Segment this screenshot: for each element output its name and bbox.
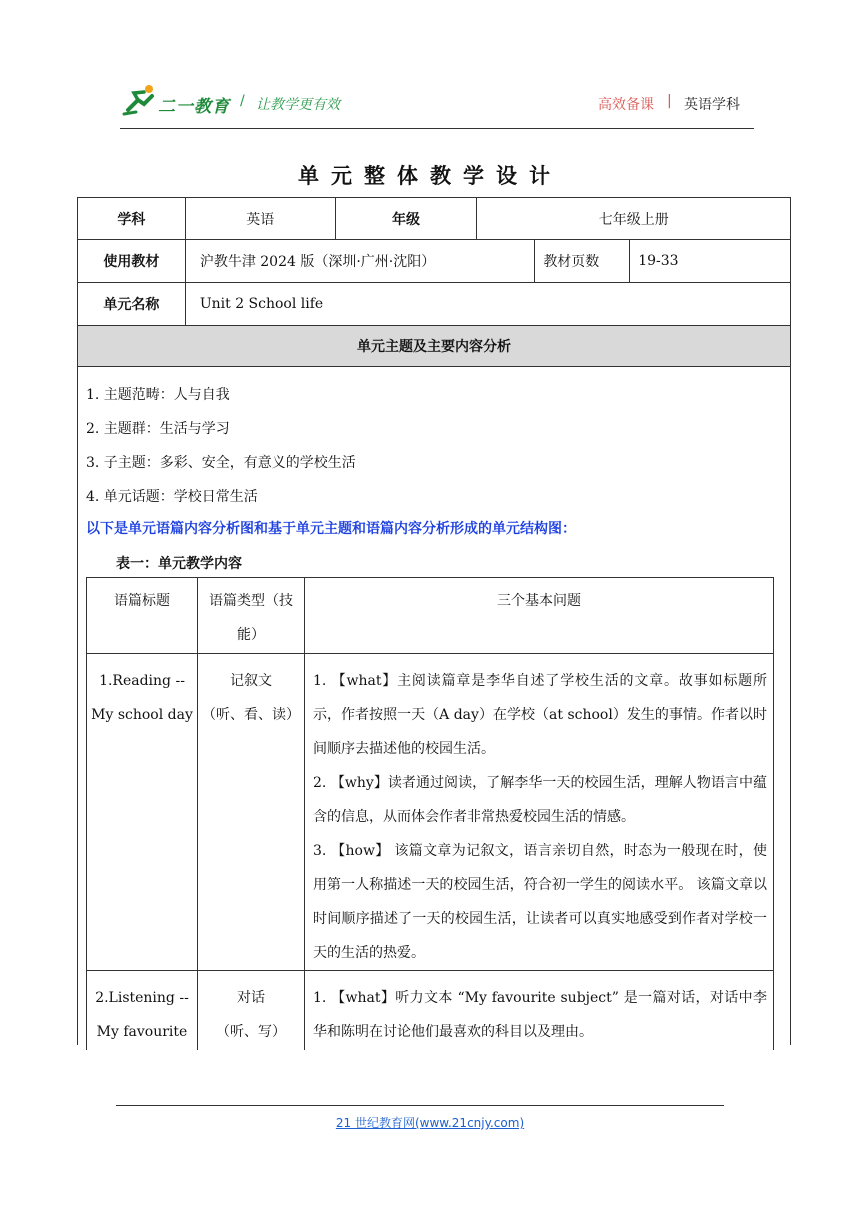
header-label-subject: 英语学科	[684, 97, 740, 113]
footer-link[interactable]: 21 世纪教育网(www.21cnjy.com)	[335, 1116, 525, 1130]
teaching-content-table	[86, 577, 774, 1050]
passage-title: 2.Listening --	[95, 990, 189, 1006]
runner-logo-icon	[122, 84, 160, 116]
theme-item: 4. 单元话题：学校日常生活	[86, 489, 258, 505]
header-divider: |	[667, 93, 672, 109]
unit-label: 单元名称	[78, 283, 186, 326]
footer-rule	[116, 1105, 724, 1106]
page-title: 单元整体教学设计	[298, 164, 562, 188]
question-point: 3. 【how】 该篇文章为记叙文，语言亲切自然，时态为一般现在时，使用第一人称描述一天的校园生活，符合初一学生的阅读水平。 该篇文章以时间顺序描述了一天的校园生活，让读者可以真实地感受到作者对学校一天的生活的热爱。	[313, 843, 767, 961]
question-point: 1. 【what】主阅读篇章是李华自述了学校生活的文章。故事如标题所示，作者按照一天（A day）在学校（at school）发生的事情。作者以时间顺序去描述他的校园生活。	[313, 673, 767, 757]
passage-title: My favourite	[96, 1024, 188, 1040]
pages-label: 教材页数	[535, 240, 630, 283]
passage-skills: （听、看、读）	[202, 707, 300, 723]
passage-title-cell	[87, 971, 198, 1051]
column-header: 语篇类型（技能）	[198, 578, 305, 654]
table-row	[87, 971, 774, 1051]
logo-separator: /	[240, 93, 245, 109]
theme-item: 1. 主题范畴：人与自我	[86, 387, 230, 403]
subject-value: 英语	[185, 198, 335, 240]
grade-label: 年级	[335, 198, 477, 240]
passage-title: 1.Reading --	[99, 673, 185, 689]
passage-title: My school day	[91, 707, 193, 723]
header-label-efficient-prep: 高效备课	[598, 97, 654, 113]
intro-text: 以下是单元语篇内容分析图和基于单元主题和语篇内容分析形成的单元结构图：	[86, 521, 576, 537]
question-point: 1. 【what】听力文本 “My favourite subject” 是一篇对话，对话中李华和陈明在讨论他们最喜欢的科目以及理由。	[313, 990, 767, 1040]
section-heading: 单元主题及主要内容分析	[78, 326, 791, 367]
textbook-label: 使用教材	[78, 240, 186, 283]
header-rule	[120, 128, 754, 129]
passage-type-cell	[198, 971, 305, 1051]
logo-text: 二一教育	[158, 97, 230, 117]
table-caption: 表一：单元教学内容	[116, 556, 242, 572]
pages-value: 19-33	[630, 240, 791, 283]
textbook-value: 沪教牛津 2024 版（深圳·广州·沈阳）	[185, 240, 534, 283]
theme-item: 3. 子主题：多彩、安全，有意义的学校生活	[86, 455, 356, 471]
slogan: 让教学更有效	[256, 97, 340, 113]
passage-title-cell	[87, 654, 198, 971]
question-point: 2. 【why】读者通过阅读，了解李华一天的校园生活，理解人物语言中蕴含的信息，从而体会作者非常热爱校园生活的情感。	[313, 775, 767, 825]
passage-skills: （听、写）	[216, 1024, 286, 1040]
grade-value: 七年级上册	[477, 198, 791, 240]
basic-questions-cell	[305, 971, 774, 1051]
column-header: 语篇标题	[87, 578, 198, 654]
basic-questions-cell	[305, 654, 774, 971]
unit-value: Unit 2 School life	[185, 283, 790, 326]
passage-type: 对话	[237, 990, 265, 1006]
column-header: 三个基本问题	[305, 578, 774, 654]
subject-label: 学科	[78, 198, 186, 240]
table-row	[87, 654, 774, 971]
passage-type: 记叙文	[230, 673, 272, 689]
passage-type-cell	[198, 654, 305, 971]
theme-item: 2. 主题群：生活与学习	[86, 421, 230, 437]
